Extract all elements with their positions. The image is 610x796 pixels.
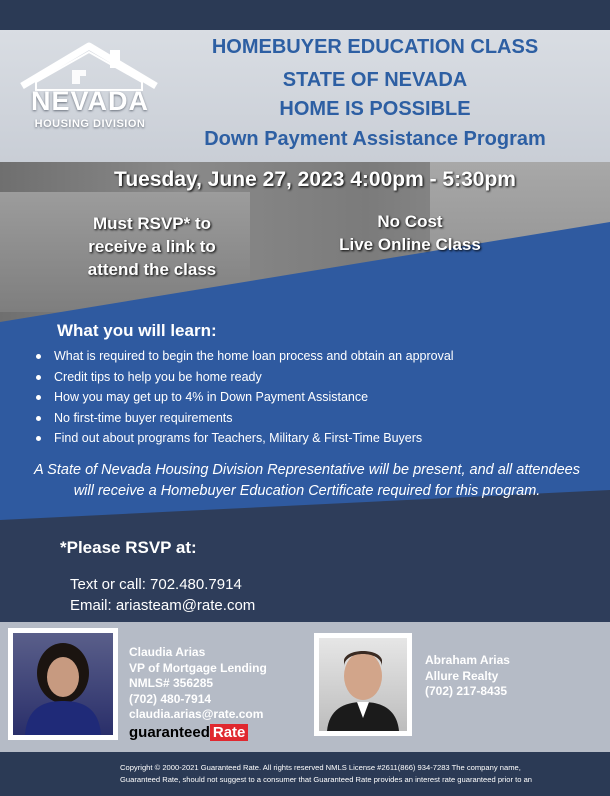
avatar [8, 628, 118, 740]
footer-disclaimer [120, 762, 605, 786]
person-icon [319, 638, 407, 731]
agent-nmls: NMLS# 356285 [129, 676, 214, 690]
event-date: Tuesday, June 27, 2023 4:00pm - 5:30pm [114, 168, 516, 191]
person-icon [13, 633, 113, 735]
avatar [314, 633, 412, 736]
learn-title: What you will learn: [57, 321, 217, 340]
agent-company: Allure Realty [425, 668, 499, 683]
logo-main-text: NEVADA [30, 86, 149, 116]
cost-line: Live Online Class [339, 235, 481, 254]
header-line-4: Down Payment Assistance Program [204, 128, 546, 150]
agent-title: VP of Mortgage Lending [129, 660, 267, 675]
rsvp-note [52, 212, 252, 281]
logo-part: Rate [210, 724, 249, 741]
agent-claudia [129, 645, 267, 723]
agent-phone[interactable]: (702) 480-7914 [129, 691, 212, 706]
header-line-2: STATE OF NEVADA [282, 69, 468, 91]
cost-line: No Cost [377, 212, 443, 231]
rsvp-line: Must RSVP* to [92, 214, 212, 233]
guaranteed-rate-logo [129, 724, 248, 741]
footer-line: Guaranteed Rate, should not suggest to a consumer that Guaranteed Rate provides an interest rate guaranteed prior to an [120, 775, 533, 784]
list-item: No first-time buyer requirements [36, 408, 454, 429]
rsvp-line: attend the class [87, 260, 217, 279]
agent-name: Claudia Arias [129, 645, 206, 659]
list-item: Find out about programs for Teachers, Military & First-Time Buyers [36, 428, 454, 449]
agent-phone[interactable]: (702) 217-8435 [425, 684, 508, 698]
list-item: How you may get up to 4% in Down Payment Assistance [36, 387, 454, 408]
list-item: Credit tips to help you be home ready [36, 367, 454, 388]
logo-sub-text: HOUSING DIVISION [34, 118, 146, 130]
cost-note [300, 210, 520, 256]
rsvp-email[interactable]: Email: ariasteam@rate.com [70, 597, 256, 614]
agent-name: Abraham Arias [425, 653, 510, 667]
header-line-1: HOMEBUYER EDUCATION CLASS [211, 36, 539, 58]
rsvp-line: receive a link to [88, 237, 216, 256]
representative-note: A State of Nevada Housing Division Representative will be present, and all attendees will receive a Homebuyer Education Certificate required for this program. [34, 462, 580, 499]
footer-line: Copyright © 2000-2021 Guaranteed Rate. All rights reserved NMLS License #2611(866) 934-7283 The company name, [120, 763, 521, 772]
top-bar [0, 0, 610, 30]
logo-part: guaranteed [129, 724, 210, 741]
rsvp-contact [70, 574, 255, 616]
learn-list [36, 346, 454, 449]
header-line-3: HOME IS POSSIBLE [279, 98, 471, 120]
agent-email[interactable]: claudia.arias@rate.com [129, 707, 264, 721]
rsvp-title: *Please RSVP at: [60, 538, 197, 557]
list-item: What is required to begin the home loan process and obtain an approval [36, 346, 454, 367]
agent-abraham [425, 653, 510, 700]
rsvp-phone[interactable]: Text or call: 702.480.7914 [70, 576, 242, 593]
